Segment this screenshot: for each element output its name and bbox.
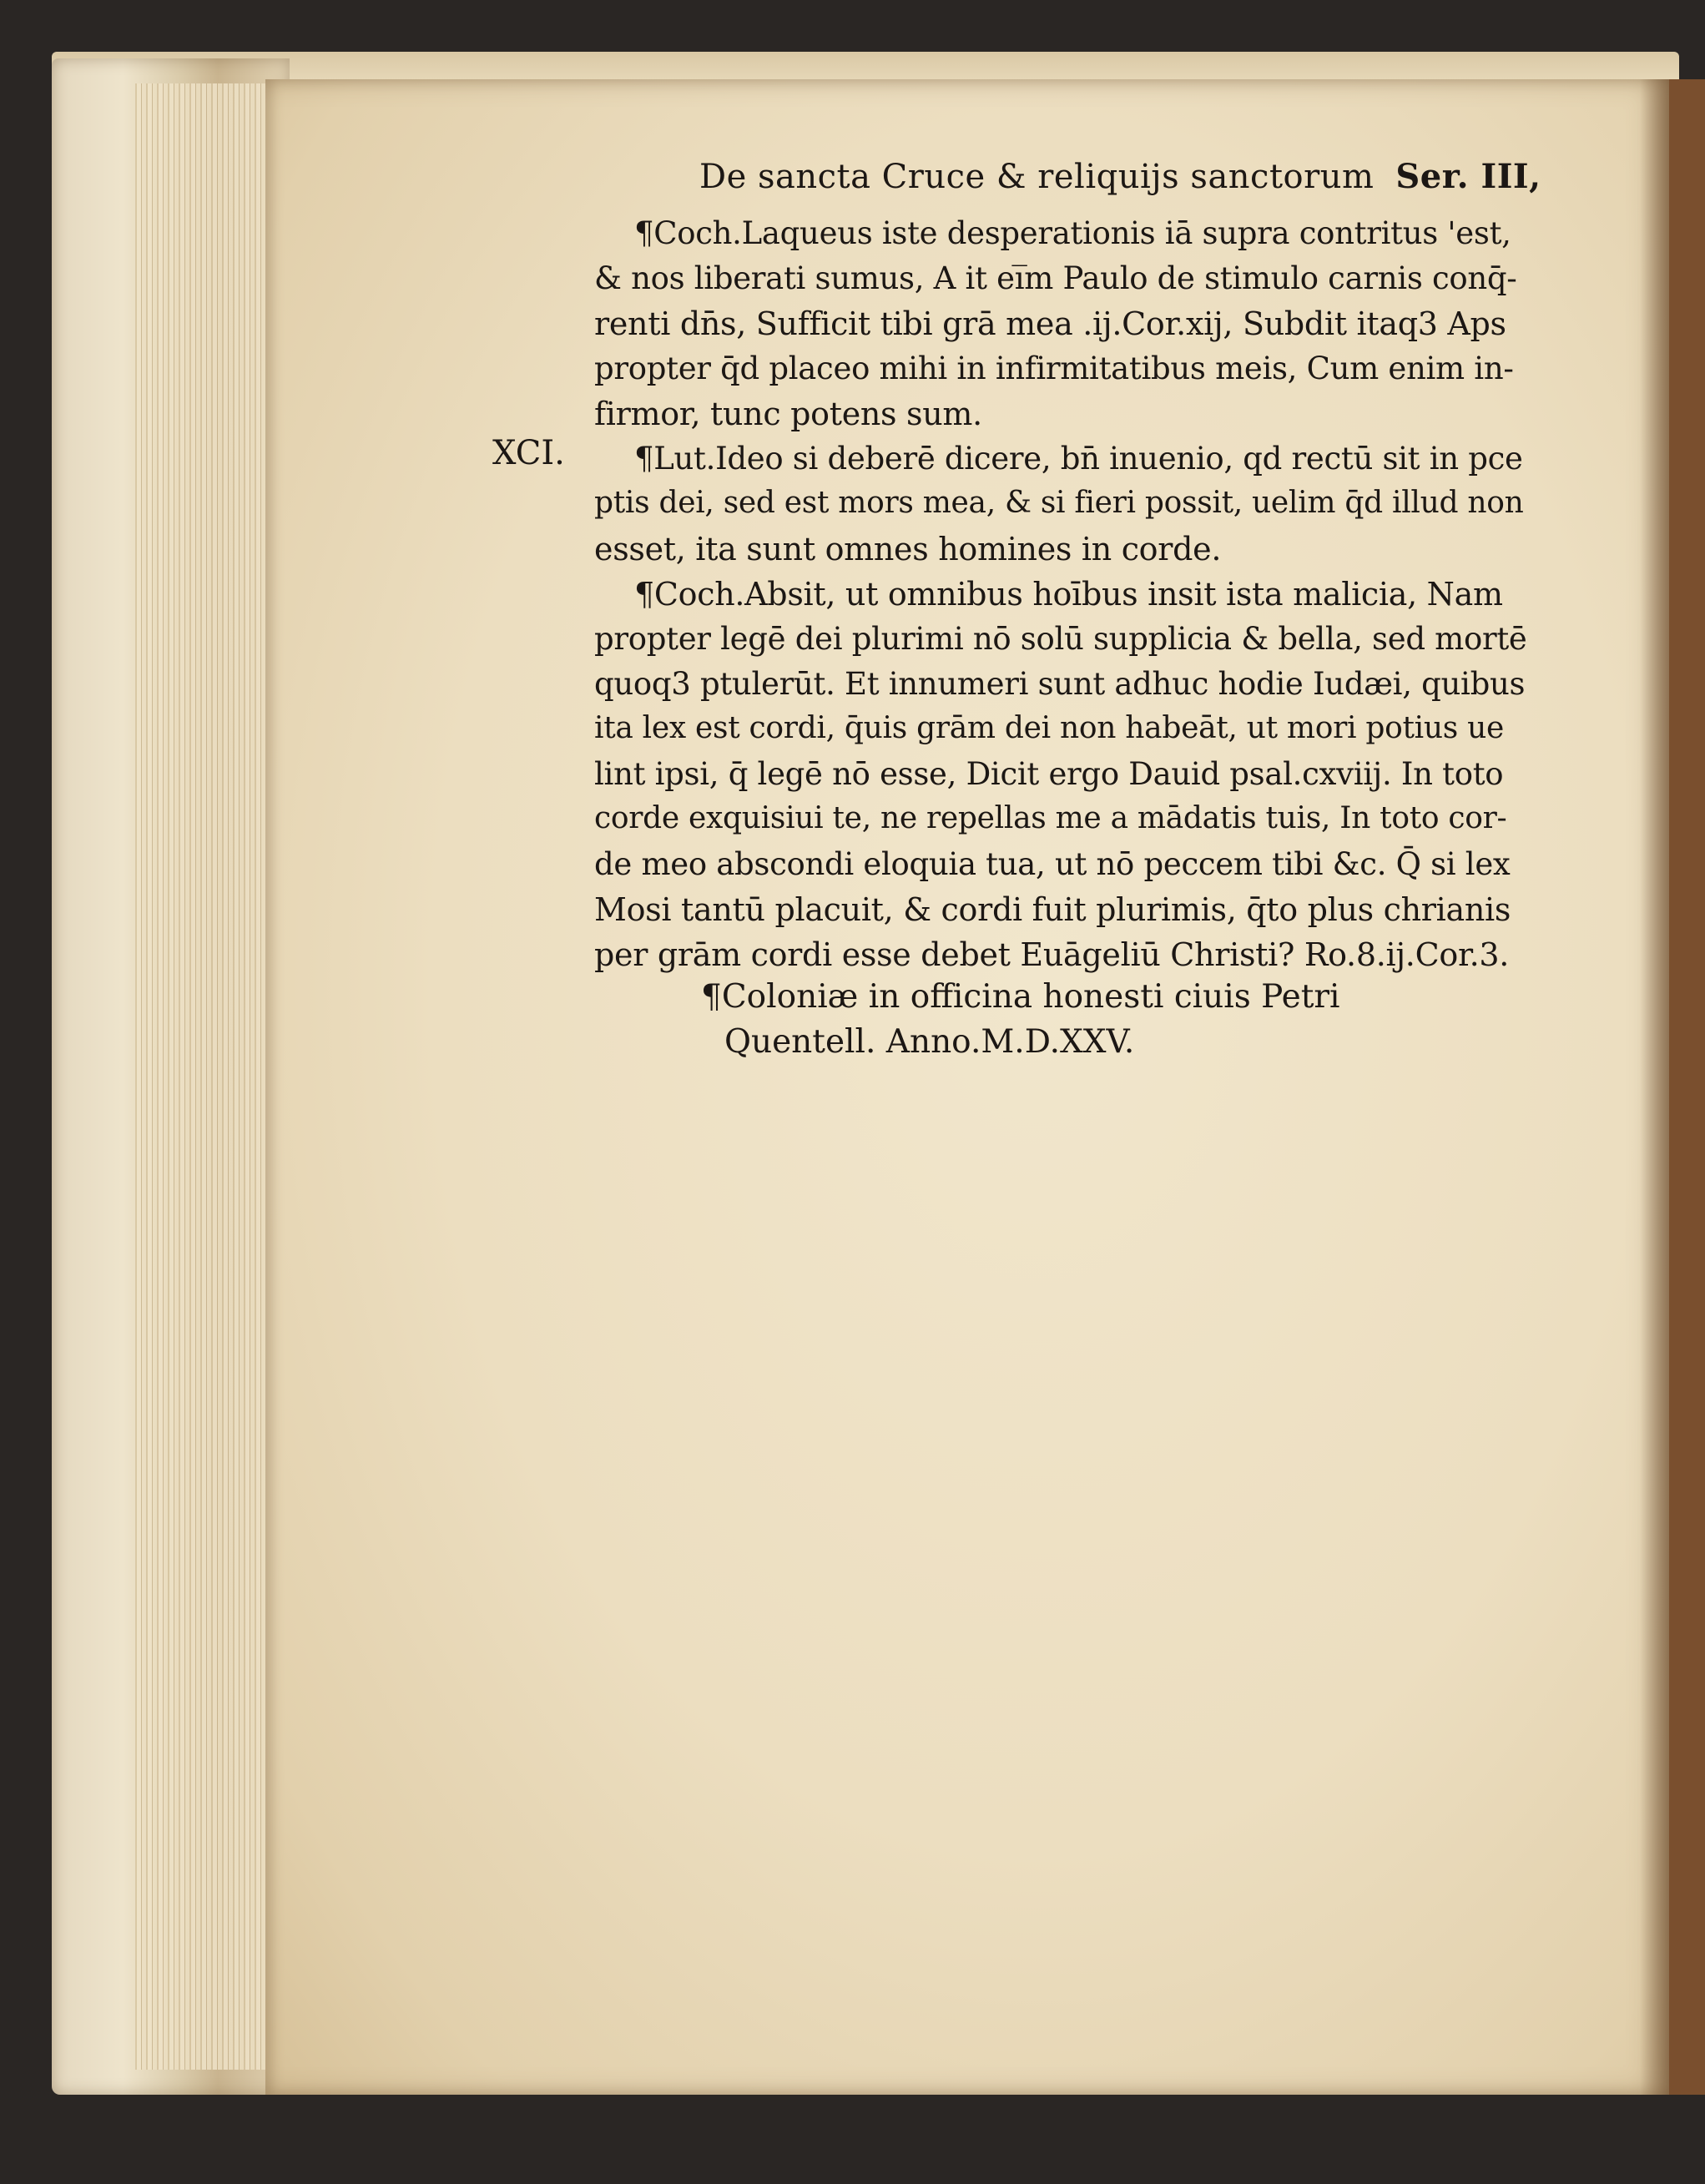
binding-edge (1669, 79, 1705, 2095)
running-head-title: De sancta Cruce & reliquijs sanctorum (699, 158, 1375, 196)
text-line: Mosi tantū placuit, & cordi fuit plurimis, q̄to plus chrianis (594, 891, 1511, 928)
text-line: ita lex est cordi, q̄uis grām dei non habeāt, ut mori potius ue (594, 711, 1504, 745)
text-line: & nos liberati sumus, A it ei̅m Paulo de stimulo carnis conq̄- (594, 260, 1517, 296)
text-line: lint ipsi, q̄ legē nō esse, Dicit ergo Dauid psal.cxviij. In toto (594, 756, 1504, 792)
text-line: propter q̄d placeo mihi in infirmitatibus meis, Cum enim in- (594, 351, 1514, 386)
gutter-shadow (1640, 79, 1673, 2095)
text-line: ¶Coch.Absit, ut omnibus hoībus insit ista malicia, Nam (634, 576, 1503, 613)
colophon-line-1: ¶Coloniæ in officina honesti ciuis Petri (701, 978, 1340, 1016)
running-head-sermon: Ser. III, (1395, 157, 1541, 196)
running-head (699, 157, 1541, 196)
marginal-folio-number: XCI. (492, 434, 565, 472)
page-edge-stack (52, 58, 290, 2095)
text-line: ptis dei, sed est mors mea, & si fieri possit, uelim q̄d illud non (594, 486, 1524, 520)
text-line: ¶Coch.Laqueus iste desperationis iā supra contritus 'est, (634, 215, 1511, 251)
text-line: esset, ita sunt omnes homines in corde. (594, 531, 1222, 567)
text-line: propter legē dei plurimi nō solū supplicia & bella, sed mortē (594, 621, 1527, 657)
text-line: corde exquisiui te, ne repellas me a mādatis tuis, In toto cor- (594, 801, 1507, 835)
text-line: ¶Lut.Ideo si deberē dicere, bn̄ inuenio, qd rectū sit in pce (634, 441, 1523, 477)
text-line: firmor, tunc potens sum. (594, 396, 982, 432)
text-line: renti dn̄s, Sufficit tibi grā mea .ij.Cor.xij, Subdit itaq3 Aps (594, 305, 1506, 342)
text-line: quoq3 ptulerūt. Et innumeri sunt adhuc hodie Iudæi, quibus (594, 666, 1526, 702)
text-line: de meo abscondi eloquia tua, ut nō peccem tibi &c. Q̄ si lex (594, 846, 1511, 882)
text-line: per grām cordi esse debet Euāgeliū Christi? Ro.8.ij.Cor.3. (594, 936, 1510, 973)
colophon-line-2: Quentell. Anno.M.D.XXV. (724, 1023, 1135, 1061)
page-leaves (135, 83, 285, 2070)
